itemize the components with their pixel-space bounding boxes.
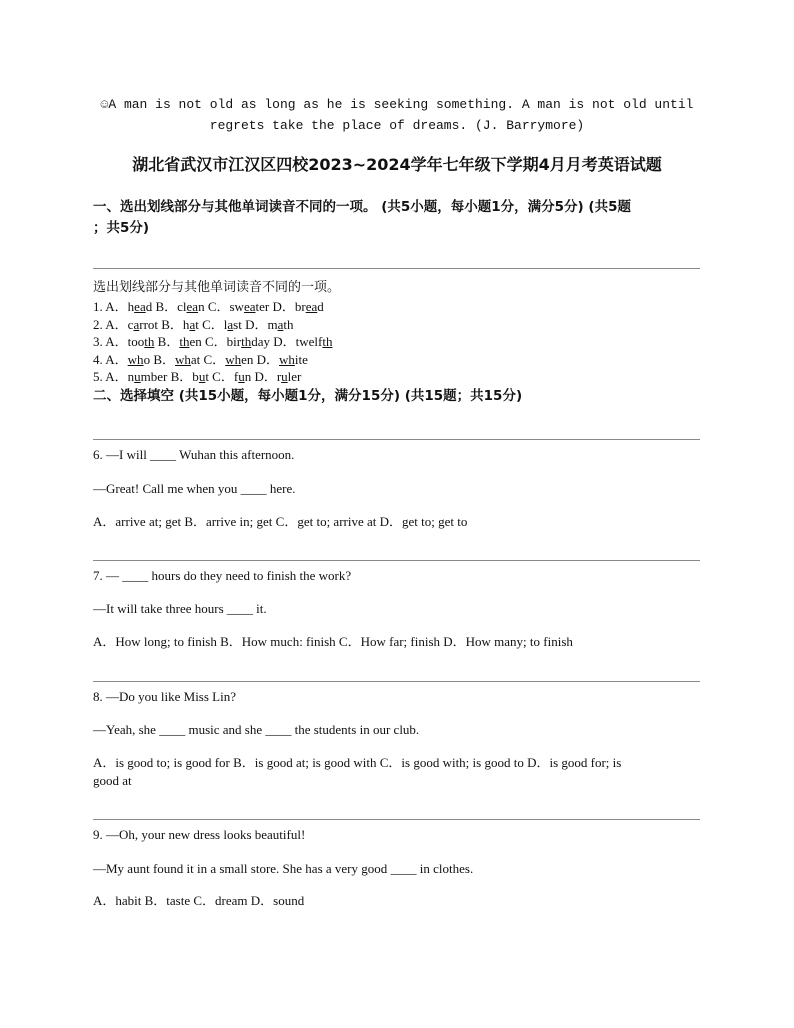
question-3: 3. A．tooth B．then C．birthday D．twelfth (93, 334, 333, 349)
divider (93, 681, 700, 682)
divider (93, 268, 700, 269)
section-1-heading-line-2: ；共5分) (93, 220, 150, 236)
question-4: 4. A．who B．what C．when D．white (93, 351, 308, 367)
divider (93, 439, 700, 440)
question-6-line-2: —Great! Call me when you ____ here. (93, 481, 296, 496)
question-9-line-1: 9. —Oh, your new dress looks beautiful! (93, 827, 306, 842)
question-7-line-2: —It will take three hours ____ it. (93, 601, 267, 616)
divider (93, 560, 700, 561)
section-1-heading-line-1: 一、选出划线部分与其他单词读音不同的一项。 (共5小题，每小题1分，满分5分) (共5题 (93, 199, 631, 215)
quote-line-2: regrets take the place of dreams. (J. Barrymore) (209, 118, 585, 133)
question-7-line-1: 7. — ____ hours do they need to finish the work? (93, 568, 352, 583)
divider (93, 819, 700, 820)
question-2: 2. A．carrot B．hat C．last D．math (93, 316, 294, 332)
question-1: 1. A．head B．clean C．sweater D．bread (93, 299, 324, 314)
section-1-heading (93, 197, 713, 239)
quote-line-1: ☺A man is not old as long as he is seeking something. A man is not old until (100, 97, 694, 112)
question-8-line-2: —Yeah, she ____ music and she ____ the students in our club. (93, 722, 420, 737)
section-1-instruction: 选出划线部分与其他单词读音不同的一项。 (93, 280, 341, 295)
question-9-options: A．habit B．taste C．dream D．sound (93, 893, 305, 908)
exam-title: 湖北省武汉市江汉区四校2023~2024学年七年级下学期4月月考英语试题 (132, 155, 662, 174)
question-list-section-1 (93, 298, 332, 386)
question-8-options: A．is good to; is good for B．is good at; is good with C．is good with; is good to D．is good for; is good at (93, 755, 622, 788)
question-9-line-2: —My aunt found it in a small store. She has a very good ____ in clothes. (93, 861, 474, 876)
motto-quote (80, 94, 714, 136)
section-2-heading: 二、选择填空 (共15小题，每小题1分，满分15分) (共15题；共15分) (93, 388, 523, 404)
question-6-line-1: 6. —I will ____ Wuhan this afternoon. (93, 447, 295, 462)
question-8-line-1: 8. —Do you like Miss Lin? (93, 689, 236, 704)
question-5: 5. A．number B．but C．fun D．ruler (93, 369, 302, 384)
question-7-options: A．How long; to finish B．How much: finish C．How far; finish D．How many; to finish (93, 634, 573, 649)
question-6-options: A．arrive at; get B．arrive in; get C．get to; arrive at D．get to; get to (93, 514, 468, 529)
